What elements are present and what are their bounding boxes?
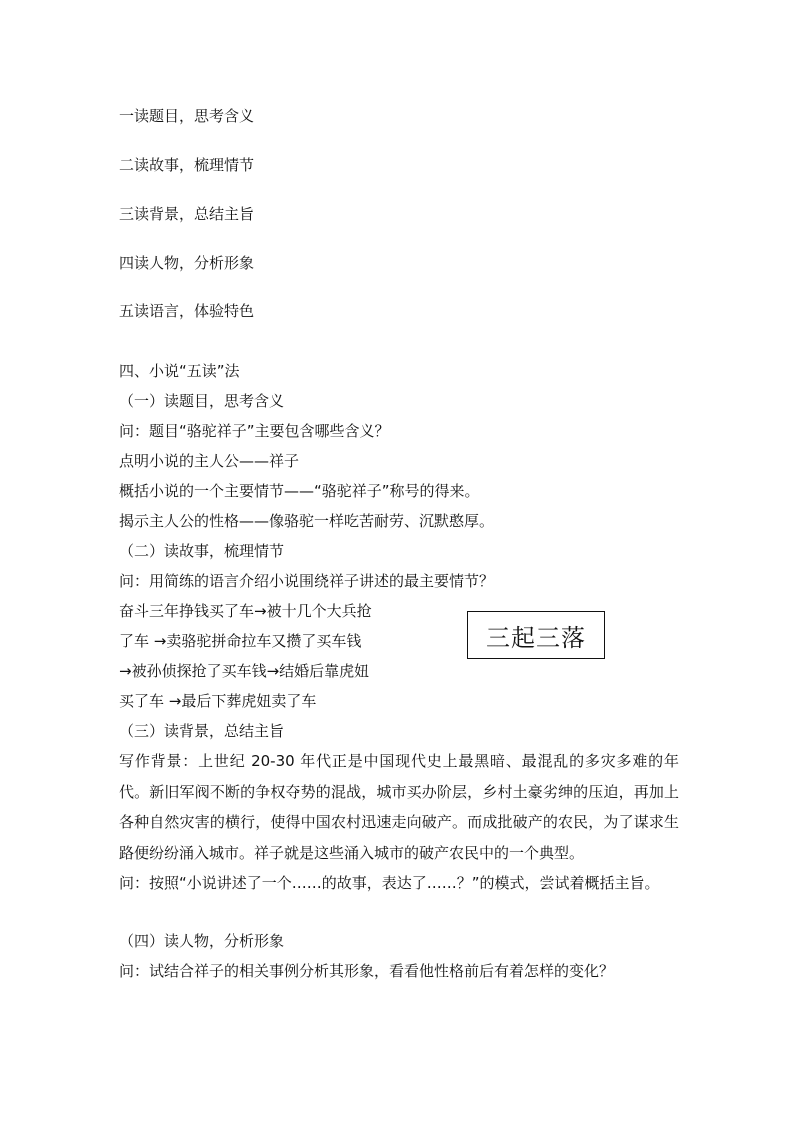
part4-title: （四）读人物，分析形象	[119, 932, 285, 950]
part1-answer-2: 概括小说的一个主要情节——“骆驼祥子”称号的得来。	[119, 482, 480, 500]
three-rises-three-falls-box: 三起三落	[467, 611, 605, 659]
plot-line-4: 买了车 →最后下葬虎妞卖了车	[119, 692, 317, 710]
part3-title: （三）读背景，总结主旨	[119, 722, 285, 740]
part1-answer-3: 揭示主人公的性格——像骆驼一样吃苦耐劳、沉默憨厚。	[119, 512, 495, 530]
part1-question: 问：题目“骆驼祥子”主要包含哪些含义？	[119, 422, 390, 440]
step-5: 五读语言，体验特色	[119, 302, 255, 320]
part3-background-paragraph: 写作背景：上世纪 20-30 年代正是中国现代史上最黑暗、最混乱的多灾多难的年代。新旧军阀不断的争权夺势的混战，城市买办阶层，乡村土豪劣绅的压迫，再加上各种自然灾害的横行，使得中国农村迅速走向破产。而成批破产的农民，为了谋求生路便纷纷涌入城市。祥子就是这些涌入城市的破产农民中的一个典型。	[119, 752, 679, 862]
part2-title: （二）读故事，梳理情节	[119, 542, 285, 560]
plot-line-3: →被孙侦探抢了买车钱→结婚后靠虎妞	[119, 662, 370, 680]
step-3: 三读背景，总结主旨	[119, 205, 255, 223]
part1-title: （一）读题目，思考含义	[119, 392, 285, 410]
part2-question: 问：用简练的语言介绍小说围绕祥子讲述的最主要情节？	[119, 572, 495, 590]
step-1: 一读题目，思考含义	[119, 107, 255, 125]
step-4: 四读人物，分析形象	[119, 254, 255, 272]
section-heading: 四、小说“五读”法	[119, 362, 240, 380]
part4-question: 问：试结合祥子的相关事例分析其形象，看看他性格前后有着怎样的变化？	[119, 962, 615, 980]
step-2: 二读故事，梳理情节	[119, 156, 255, 174]
part1-answer-1: 点明小说的主人公——祥子	[119, 452, 300, 470]
plot-line-2: 了车 →卖骆驼拼命拉车又攒了买车钱	[119, 632, 362, 650]
plot-line-1: 奋斗三年挣钱买了车→被十几个大兵抢	[119, 602, 372, 620]
part3-question: 问：按照“小说讲述了一个……的故事，表达了……？”的模式，尝试着概括主旨。	[119, 874, 660, 892]
